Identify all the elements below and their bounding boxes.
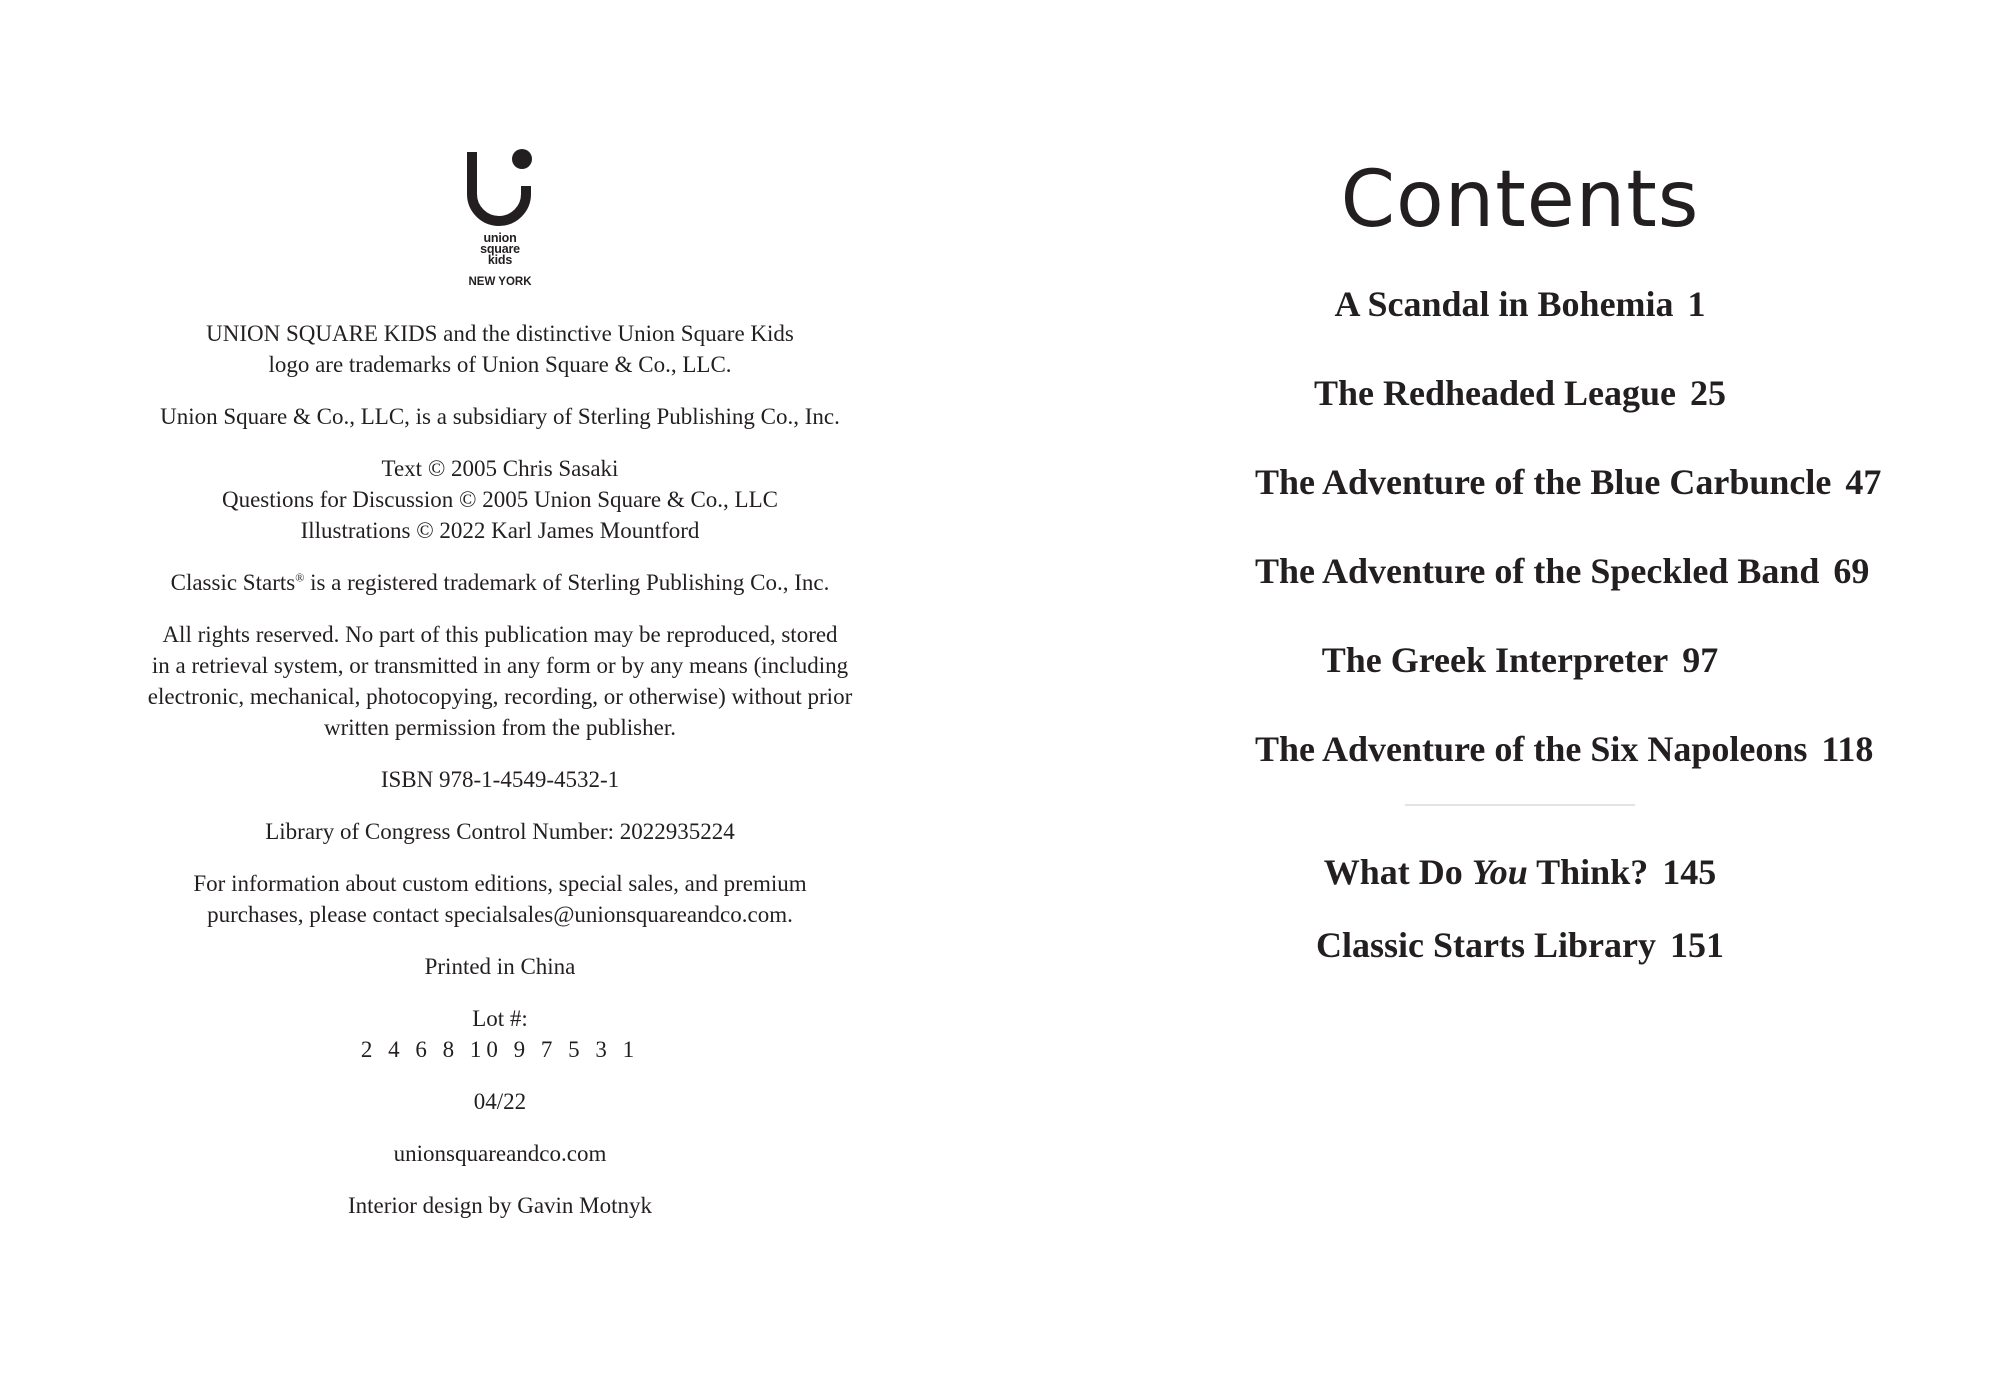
divider bbox=[1405, 804, 1635, 806]
copyright-page bbox=[100, 148, 900, 1242]
notice-text: Classic Starts bbox=[170, 570, 296, 595]
notice-text: is a registered trademark of Sterling Publishing Co., Inc. bbox=[304, 570, 830, 595]
lot-number bbox=[100, 1003, 900, 1065]
toc-entry-title: Classic Starts Library bbox=[1316, 925, 1656, 965]
toc-entry-page: 47 bbox=[1845, 462, 1882, 502]
credit-line: Illustrations © 2022 Karl James Mountford bbox=[300, 518, 700, 543]
toc-entry-page: 97 bbox=[1682, 640, 1719, 680]
credit-line: Text © 2005 Chris Sasaki bbox=[381, 456, 619, 481]
table-of-contents bbox=[1255, 260, 1882, 982]
toc-entry-page: 1 bbox=[1687, 284, 1706, 324]
printing-line: 2 4 6 8 10 9 7 5 3 1 bbox=[360, 1037, 640, 1062]
toc-entry-page: 145 bbox=[1662, 852, 1717, 892]
toc-entry-page: 118 bbox=[1821, 729, 1874, 769]
chapter-list bbox=[1255, 260, 1882, 794]
sales-info bbox=[100, 868, 900, 930]
toc-entry-title: What Do bbox=[1323, 852, 1472, 892]
toc-entry-title: Think? bbox=[1527, 852, 1649, 892]
toc-extra-entry[interactable] bbox=[1255, 909, 1785, 982]
page-title-text: Contents bbox=[1340, 155, 1700, 245]
text-line: electronic, mechanical, photocopying, recording, or otherwise) without prior bbox=[147, 684, 853, 709]
text-line: For information about custom editions, special sales, and premium bbox=[193, 871, 807, 896]
credits bbox=[100, 453, 900, 546]
toc-entry[interactable] bbox=[1255, 260, 1785, 349]
extras-list bbox=[1255, 836, 1785, 982]
toc-entry-emphasis: You bbox=[1471, 852, 1528, 892]
toc-entry[interactable] bbox=[1255, 705, 1874, 794]
toc-entry-title: The Adventure of the Six Napoleons bbox=[1255, 729, 1808, 769]
logo-wordmark bbox=[440, 233, 560, 266]
toc-entry[interactable] bbox=[1255, 349, 1785, 438]
subsidiary-notice: Union Square & Co., LLC, is a subsidiary of Sterling Publishing Co., Inc. bbox=[160, 404, 840, 429]
union-square-kids-u-icon bbox=[467, 148, 533, 230]
toc-entry[interactable] bbox=[1255, 438, 1882, 527]
text-line: written permission from the publisher. bbox=[324, 715, 676, 740]
toc-entry[interactable] bbox=[1255, 527, 1870, 616]
toc-entry-title: The Adventure of the Blue Carbuncle bbox=[1255, 462, 1832, 502]
logo-word: kids bbox=[487, 253, 513, 267]
contents-page bbox=[1000, 150, 2000, 965]
toc-entry[interactable] bbox=[1255, 616, 1785, 705]
classic-starts-notice bbox=[100, 567, 900, 598]
printed-in: Printed in China bbox=[424, 954, 576, 979]
registered-mark: ® bbox=[295, 570, 305, 585]
toc-entry-page: 25 bbox=[1690, 373, 1727, 413]
interior-design-credit: Interior design by Gavin Motnyk bbox=[347, 1193, 653, 1218]
text-line: logo are trademarks of Union Square & Co., LLC. bbox=[268, 352, 732, 377]
text-line: All rights reserved. No part of this publication may be reproduced, stored bbox=[162, 622, 838, 647]
toc-entry-title: The Adventure of the Speckled Band bbox=[1255, 551, 1820, 591]
rights-notice bbox=[100, 619, 900, 743]
print-date: 04/22 bbox=[473, 1089, 527, 1114]
logo-city: NEW YORK bbox=[468, 276, 532, 288]
lot-label: Lot #: bbox=[472, 1006, 528, 1031]
toc-entry-title: The Redheaded League bbox=[1313, 373, 1677, 413]
page-title bbox=[1000, 150, 1700, 250]
isbn: ISBN 978-1-4549-4532-1 bbox=[380, 767, 620, 792]
logo-word: square bbox=[480, 242, 520, 256]
text-line: purchases, please contact specialsales@unionsquareandco.com. bbox=[207, 902, 793, 927]
text-line: in a retrieval system, or transmitted in any form or by any means (including bbox=[151, 653, 849, 678]
website: unionsquareandco.com bbox=[393, 1141, 607, 1166]
toc-entry-title: A Scandal in Bohemia bbox=[1334, 284, 1674, 324]
toc-entry-title: The Greek Interpreter bbox=[1321, 640, 1669, 680]
trademark-notice bbox=[100, 318, 900, 380]
lccn: Library of Congress Control Number: 2022935224 bbox=[265, 819, 735, 844]
publisher-logo bbox=[440, 148, 560, 288]
text-line: UNION SQUARE KIDS and the distinctive Union Square Kids bbox=[206, 321, 794, 346]
logo-word: union bbox=[483, 231, 517, 245]
toc-entry-page: 151 bbox=[1669, 925, 1724, 965]
toc-extra-entry[interactable] bbox=[1255, 836, 1785, 909]
credit-line: Questions for Discussion © 2005 Union Square & Co., LLC bbox=[221, 487, 779, 512]
toc-entry-page: 69 bbox=[1833, 551, 1870, 591]
